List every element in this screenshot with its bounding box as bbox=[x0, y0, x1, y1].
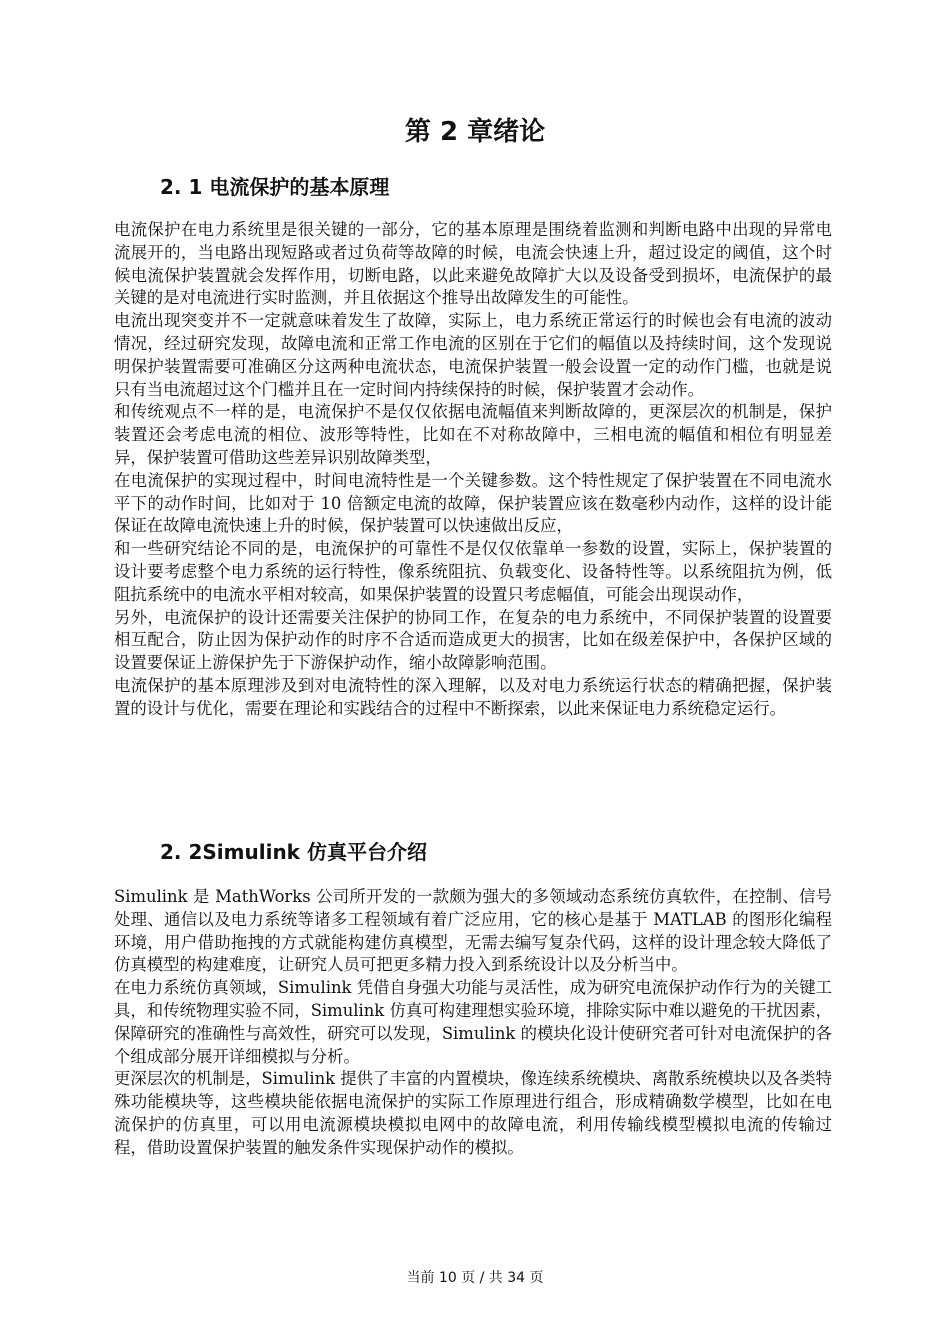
section-body-current-protection-principle bbox=[114, 219, 832, 721]
paragraph: 在电力系统仿真领域，Simulink 凭借自身强大功能与灵活性，成为研究电流保护动作行为的关键工具，和传统物理实验不同，Simulink 仿真可构建理想实验环境，排除实际中难以避免的干扰因素，保障研究的准确性与高效性，研究可以发现，Simulink 的模块化设计使研究者可针对电流保护的各个组成部分展开详细模拟与分析。 bbox=[114, 978, 832, 1066]
paragraph: 电流出现突变并不一定就意味着发生了故障，实际上，电力系统正常运行的时候也会有电流的波动情况，经过研究发现，故障电流和正常工作电流的区别在于它们的幅值以及持续时间，这个发现说明保护装置需要可准确区分这两种电流状态，电流保护装置一般会设置一定的动作门槛，也就是说只有当电流超过这个门槛并且在一定时间内持续保持的时候，保护装置才会动作。 bbox=[114, 311, 832, 399]
paragraph: 电流保护的基本原理涉及到对电流特性的深入理解，以及对电力系统运行状态的精确把握，保护装置的设计与优化，需要在理论和实践结合的过程中不断探索，以此来保证电力系统稳定运行。 bbox=[114, 675, 832, 718]
paragraph: 另外，电流保护的设计还需要关注保护的协同工作，在复杂的电力系统中，不同保护装置的设置要相互配合，防止因为保护动作的时序不合适而造成更大的损害，比如在级差保护中，各保护区域的设置要保证上游保护先于下游保护动作，缩小故障影响范围。 bbox=[114, 607, 832, 673]
section-body-simulink-platform bbox=[114, 886, 832, 1160]
page-number-footer: 当前 10 页 / 共 34 页 bbox=[406, 1270, 544, 1286]
section-heading-current-protection-principle: 2. 1 电流保护的基本原理 bbox=[160, 175, 390, 199]
paragraph: 在电流保护的实现过程中，时间电流特性是一个关键参数。这个特性规定了保护装置在不同电流水平下的动作时间，比如对于 10 倍额定电流的故障，保护装置应该在数毫秒内动作，这样的设计能保证在故障电流快速上升的时候，保护装置可以快速做出反应， bbox=[114, 470, 832, 536]
paragraph: Simulink 是 MathWorks 公司所开发的一款颇为强大的多领域动态系统仿真软件，在控制、信号处理、通信以及电力系统等诸多工程领域有着广泛应用，它的核心是基于 MATLAB 的图形化编程环境，用户借助拖拽的方式就能构建仿真模型，无需去编写复杂代码，这样的设计理念较大降低了仿真模型的构建难度，让研究人员可把更多精力投入到系统设计以及分析当中。 bbox=[114, 887, 832, 975]
section-heading-simulink-platform: 2. 2Simulink 仿真平台介绍 bbox=[160, 840, 427, 864]
paragraph: 和传统观点不一样的是，电流保护不是仅仅依据电流幅值来判断故障的，更深层次的机制是，保护装置还会考虑电流的相位、波形等特性，比如在不对称故障中，三相电流的幅值和相位有明显差异，保护装置可借助这些差异识别故障类型， bbox=[114, 402, 832, 467]
paragraph: 电流保护在电力系统里是很关键的一部分，它的基本原理是围绕着监测和判断电路中出现的异常电流展开的，当电路出现短路或者过负荷等故障的时候，电流会快速上升，超过设定的阈值，这个时候电流保护装置就会发挥作用，切断电路，以此来避免故障扩大以及设备受到损坏，电流保护的最关键的是对电流进行实时监测，并且依据这个推导出故障发生的可能性。 bbox=[114, 220, 832, 308]
chapter-title: 第 2 章绪论 bbox=[404, 117, 546, 147]
paragraph: 更深层次的机制是，Simulink 提供了丰富的内置模块，像连续系统模块、离散系统模块以及各类特殊功能模块等，这些模块能依据电流保护的实际工作原理进行组合，形成精确数学模型，比如在电流保护的仿真里，可以用电流源模块模拟电网中的故障电流，利用传输线模型模拟电流的传输过程，借助设置保护装置的触发条件实现保护动作的模拟。 bbox=[114, 1069, 832, 1157]
paragraph: 和一些研究结论不同的是，电流保护的可靠性不是仅仅依靠单一参数的设置，实际上，保护装置的设计要考虑整个电力系统的运行特性，像系统阻抗、负载变化、设备特性等。以系统阻抗为例，低阻抗系统中的电流水平相对较高，如果保护装置的设置只考虑幅值，可能会出现误动作， bbox=[114, 539, 832, 604]
